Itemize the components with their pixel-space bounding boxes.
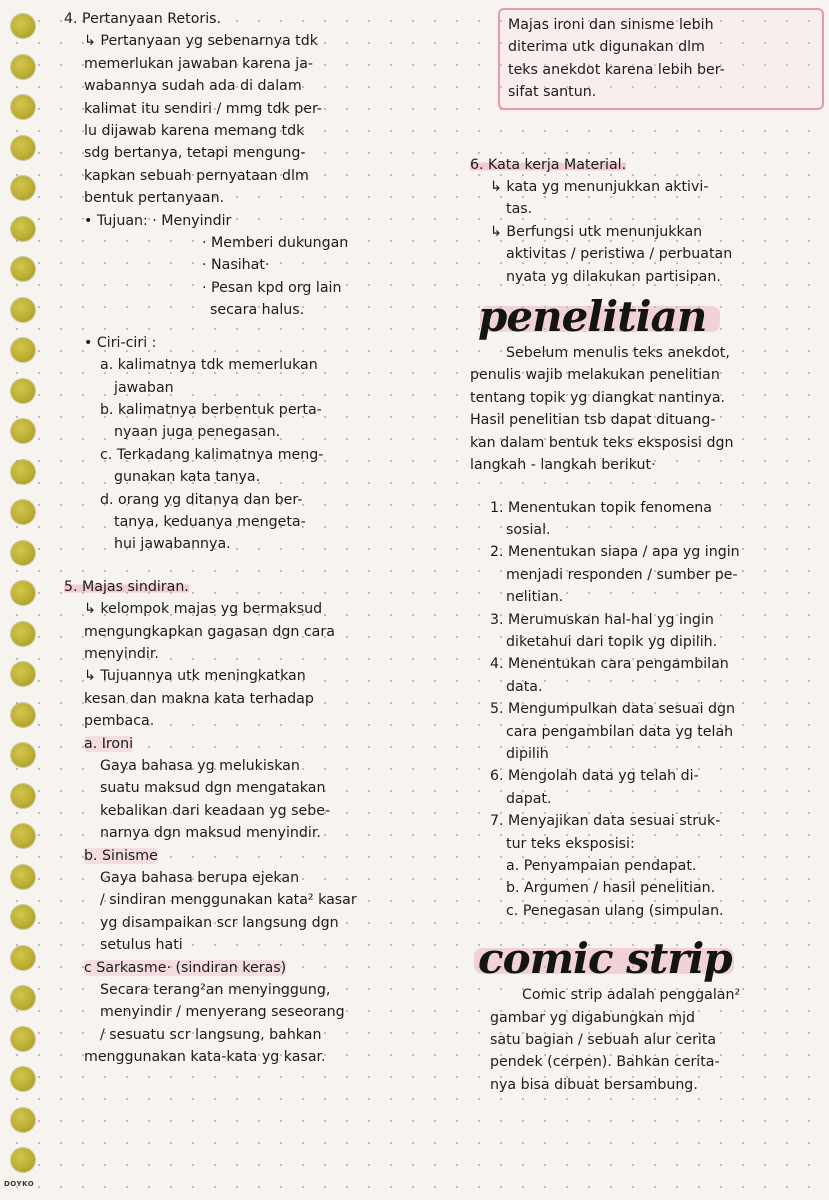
material-verb-line: tas.	[506, 201, 533, 218]
note-box	[498, 8, 824, 110]
binder-hole	[11, 14, 35, 38]
research-intro-line: kan dalam bentuk teks eksposisi dgn	[470, 434, 734, 451]
sarcasm-heading: 5. Majas sindiran.	[64, 578, 189, 595]
rhetorical-definition-line: bentuk pertanyaan.	[84, 190, 225, 207]
comic-text-line: pendek (cerpen). Bahkan cerita-	[490, 1054, 720, 1071]
sarcasm-definition-line: ↳ kelompok majas yg bermaksud	[84, 601, 323, 618]
research-step-line: 5. Mengumpulkan data sesuai dgn	[490, 701, 736, 718]
traits-heading: • Ciri-ciri :	[84, 334, 157, 351]
research-step-line: c. Penegasan ulang (simpulan.	[506, 902, 724, 919]
traits-line: gunakan kata tanya.	[114, 469, 261, 486]
binder-hole	[11, 905, 35, 929]
cynicism-label: b. Sinisme	[84, 847, 158, 864]
research-intro-line: langkah - langkah berikut·	[470, 457, 656, 474]
binder-hole	[11, 986, 35, 1010]
sarcasm-text-line: Secara terang²an menyinggung,	[100, 982, 331, 999]
rhetorical-definition-line: kalimat itu sendiri / mmg tdk per-	[84, 100, 322, 117]
binder-hole	[11, 824, 35, 848]
goals-line: · Pesan kpd org lain	[202, 279, 342, 296]
goals-line: • Tujuan: · Menyindir	[84, 212, 232, 229]
binder-hole	[11, 298, 35, 322]
research-step-line: 7. Menyajikan data sesuai struk-	[490, 813, 721, 830]
sarcasm-definition-line: ↳ Tujuannya utk meningkatkan	[84, 668, 306, 685]
cynicism-text-line: setulus hati	[100, 937, 183, 954]
binder-hole	[11, 1108, 35, 1132]
irony-text-line: suatu maksud dgn mengatakan	[100, 780, 326, 797]
research-step-line: dapat.	[506, 790, 552, 807]
research-step-line: data.	[506, 678, 543, 695]
binder-hole	[11, 946, 35, 970]
binder-hole	[11, 379, 35, 403]
note-box-line: diterima utk digunakan dlm	[508, 39, 705, 56]
research-step-line: dipilih	[506, 745, 549, 762]
left-column	[64, 8, 474, 1069]
binder-hole	[11, 622, 35, 646]
binder-hole	[11, 784, 35, 808]
comic-title: comic strip	[478, 934, 732, 984]
traits-line: c. Terkadang kalimatnya meng-	[100, 446, 324, 463]
rhetorical-definition-line: lu dijawab karena memang tdk	[84, 123, 305, 140]
binder-hole	[11, 217, 35, 241]
rhetorical-definition-line: sdg bertanya, tetapi mengung-	[84, 145, 306, 162]
research-step-line: 1. Menentukan topik fenomena	[490, 499, 712, 516]
sarcasm-text-line: menyindir / menyerang seseorang	[100, 1004, 345, 1021]
irony-text-line: kebalikan dari keadaan yg sebe-	[100, 802, 331, 819]
binder-holes	[11, 14, 39, 1194]
research-step-line: cara pengambilan data yg telah	[506, 723, 734, 740]
binder-hole	[11, 95, 35, 119]
binder-hole	[11, 581, 35, 605]
research-step-line: 4. Menentukan cara pengambilan	[490, 656, 729, 673]
cynicism-text-line: yg disampaikan scr langsung dgn	[100, 914, 339, 931]
comic-text-line: gambar yg digabungkan mjd	[490, 1009, 696, 1026]
brand-mark: DOYKO	[4, 1180, 35, 1188]
research-intro-line: Hasil penelitian tsb dapat dituang-	[470, 412, 716, 429]
research-step-line: 6. Mengolah data yg telah di-	[490, 768, 699, 785]
sarcasm-definition-line: kesan dan makna kata terhadap	[84, 690, 314, 707]
traits-line: a. kalimatnya tdk memerlukan	[100, 357, 318, 374]
binder-hole	[11, 419, 35, 443]
binder-hole	[11, 136, 35, 160]
material-verb-line: ↳ kata yg menunjukkan aktivi-	[490, 179, 709, 196]
research-intro-line: Sebelum menulis teks anekdot,	[506, 345, 730, 362]
research-step-line: b. Argumen / hasil penelitian.	[506, 880, 716, 897]
binder-hole	[11, 541, 35, 565]
research-step-line: tur teks eksposisi:	[506, 835, 635, 852]
sarcasm-definition-line: pembaca.	[84, 713, 155, 730]
sarcasm-definition-line: menyindir.	[84, 645, 159, 662]
irony-text-line: Gaya bahasa yg melukiskan	[100, 758, 300, 774]
research-step-line: diketahui dari topik yg dipilih.	[506, 633, 718, 650]
irony-label: a. Ironi	[84, 735, 134, 752]
cynicism-text-line: / sindiran menggunakan kata² kasar	[100, 892, 357, 909]
binder-hole	[11, 662, 35, 686]
binder-hole	[11, 257, 35, 281]
research-step-line: a. Penyampaian pendapat.	[506, 858, 697, 874]
material-verb-line: ↳ Berfungsi utk menunjukkan	[490, 223, 703, 240]
comic-text-line: Comic strip adalah penggalan²	[522, 987, 741, 1004]
note-box-line: sifat santun.	[508, 84, 597, 101]
traits-line: d. orang yg ditanya dan ber-	[100, 491, 303, 508]
research-step-line: sosial.	[506, 521, 551, 538]
research-step-line: 3. Merumuskan hal-hal yg ingin	[490, 611, 714, 628]
material-verb-line: aktivitas / peristiwa / perbuatan	[506, 246, 733, 263]
rhetorical-definition-line: wabannya sudah ada di dalam	[84, 78, 302, 95]
binder-hole	[11, 338, 35, 362]
note-box-line: Majas ironi dan sinisme lebih	[508, 17, 714, 33]
traits-line: jawaban	[114, 379, 174, 396]
binder-hole	[11, 743, 35, 767]
goals-line: · Nasihat·	[202, 257, 270, 274]
rhetorical-definition-line: kapkan sebuah pernyataan dlm	[84, 167, 309, 184]
sarcasm-text-line: / sesuatu scr langsung, bahkan	[100, 1026, 322, 1043]
binder-hole	[11, 500, 35, 524]
binder-hole	[11, 1067, 35, 1091]
sarcasm-label: c Sarkasme· (sindiran keras)	[84, 959, 287, 976]
binder-hole	[11, 460, 35, 484]
research-step-line: nelitian.	[506, 589, 564, 606]
irony-text-line: narnya dgn maksud menyindir.	[100, 825, 321, 842]
traits-line: b. kalimatnya berbentuk perta-	[100, 401, 322, 418]
sarcasm-text-line: menggunakan kata-kata yg kasar.	[84, 1049, 326, 1066]
material-verb-heading: 6. Kata kerja Material.	[470, 156, 627, 173]
binder-hole	[11, 865, 35, 889]
traits-line: tanya, keduanya mengeta-	[114, 513, 306, 530]
research-intro-line: tentang topik yg diangkat nantinya.	[470, 389, 726, 406]
research-intro-line: penulis wajib melakukan penelitian	[470, 367, 720, 384]
cynicism-text-line: Gaya bahasa berupa ejekan	[100, 870, 300, 887]
binder-hole	[11, 1027, 35, 1051]
research-step-line: menjadi responden / sumber pe-	[506, 566, 738, 583]
goals-line: · Memberi dukungan	[202, 235, 349, 252]
binder-hole	[11, 1148, 35, 1172]
note-box-line: teks anekdot karena lebih ber-	[508, 61, 725, 78]
traits-line: nyaan juga penegasan.	[114, 424, 281, 441]
material-verb-line: nyata yg dilakukan partisipan.	[506, 268, 721, 285]
rhetorical-definition-line: memerlukan jawaban karena ja-	[84, 55, 314, 72]
comic-text-line: satu bagian / sebuah alur cerita	[490, 1032, 717, 1049]
research-step-line: 2. Menentukan siapa / apa yg ingin	[490, 544, 740, 561]
binder-hole	[11, 703, 35, 727]
research-title: penelitian	[478, 292, 707, 342]
right-column	[470, 8, 826, 1096]
sarcasm-definition-line: mengungkapkan gagasan dgn cara	[84, 623, 335, 640]
binder-hole	[11, 55, 35, 79]
rhetorical-heading: 4. Pertanyaan Retoris.	[64, 11, 222, 27]
rhetorical-definition-line: ↳ Pertanyaan yg sebenarnya tdk	[84, 33, 318, 50]
goals-line: secara halus.	[210, 302, 305, 319]
traits-line: hui jawabannya.	[114, 536, 231, 553]
binder-hole	[11, 176, 35, 200]
comic-text-line: nya bisa dibuat bersambung.	[490, 1076, 698, 1093]
